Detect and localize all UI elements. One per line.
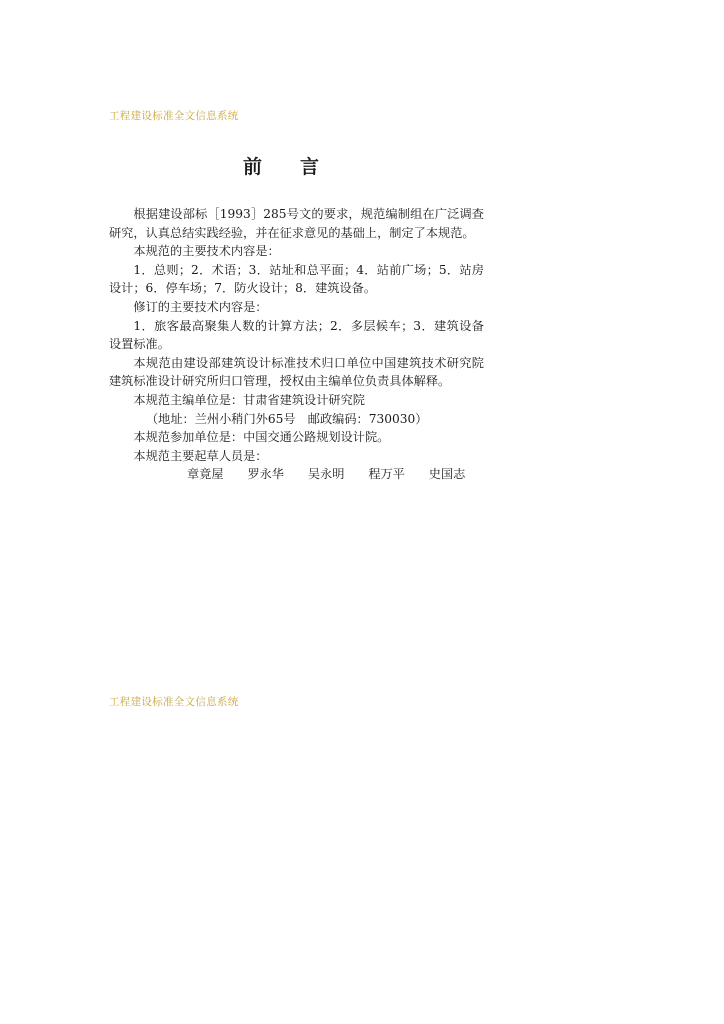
title-char-2: 言 [300,156,358,178]
paragraph-chief-editor: 本规范主编单位是：甘肃省建筑设计研究院 [133,392,365,407]
paragraph-basis: 根据建设部标［1993］285号文的要求，规范编制组在广泛调查研究，认真总结实践经验，并在征求意见的基础上，制定了本规范。 [109,207,484,240]
title-char-1: 前 [242,156,300,178]
paragraph-management: 本规范由建设部建筑设计标准技术归口单位中国建筑技术研究院建筑标准设计研究所归口管理，授权由主编单位负责具体解释。 [109,355,484,389]
drafter-name: 罗永华 [247,467,284,482]
paragraph-main-content-heading: 本规范的主要技术内容是： [133,244,280,259]
preface-body [109,205,484,484]
paragraph-revision-heading: 修订的主要技术内容是： [133,299,268,314]
paragraph-main-content-list: 1．总则；2．术语；3．站址和总平面；4．站前广场；5．站房设计；6．停车场；7．防火设计；8．建筑设备。 [109,262,484,296]
drafter-name: 程万平 [368,467,405,482]
paragraph-revision-list: 1．旅客最高聚集人数的计算方法；2．多层候车；3．建筑设备设置标准。 [109,318,484,352]
drafter-name: 吴永明 [307,467,345,482]
drafter-name: 史国志 [428,467,466,482]
watermark-bottom: 工程建设标准全文信息系统 [109,696,239,708]
drafters-list [109,465,484,484]
drafter-name: 章竟屋 [187,467,224,482]
page-title [0,152,600,179]
paragraph-participant: 本规范参加单位是：中国交通公路规划设计院。 [133,430,390,445]
paragraph-drafters-heading: 本规范主要起草人员是： [133,448,268,463]
paragraph-address: （地址：兰州小稍门外65号 邮政编码：730030） [146,411,428,426]
watermark-top: 工程建设标准全文信息系统 [109,110,239,122]
